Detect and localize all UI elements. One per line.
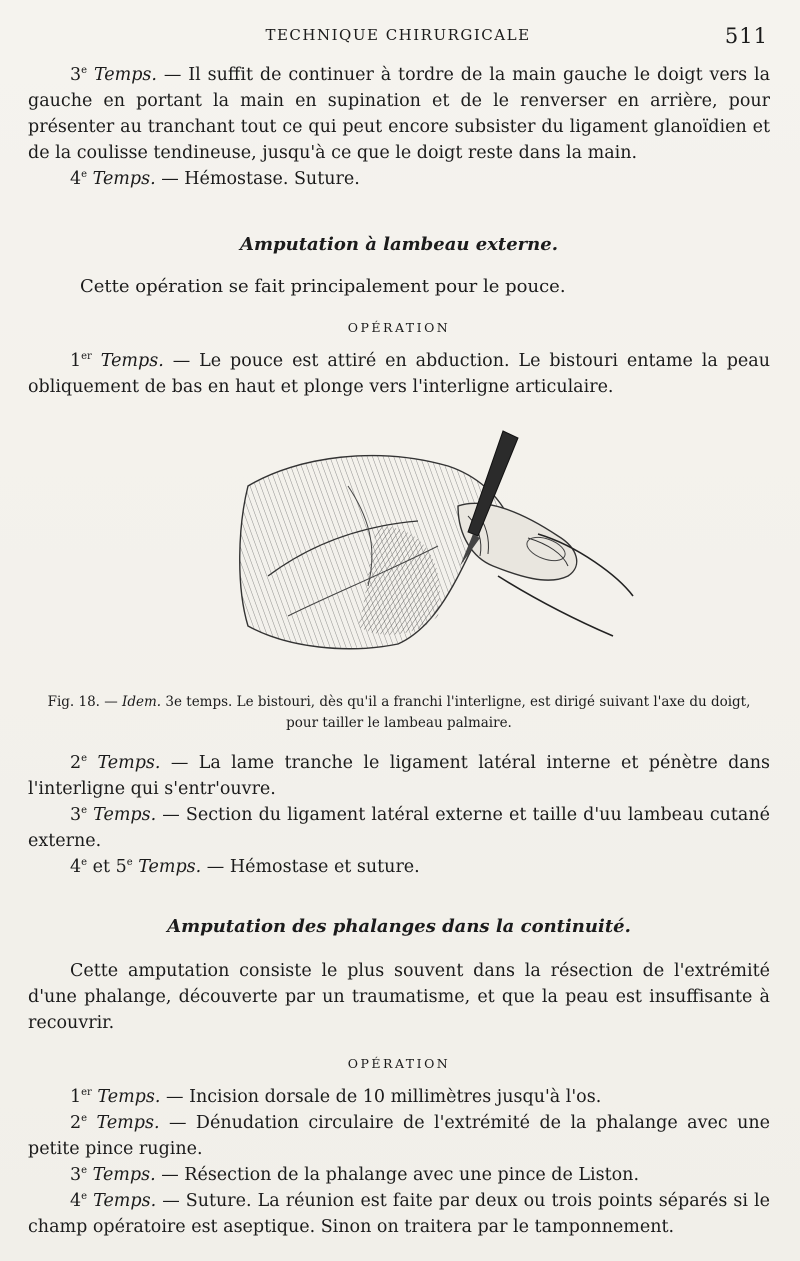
step-label: Temps.: [132, 857, 202, 877]
step-1-paragraph: [28, 1084, 770, 1110]
step-ordinal-suffix: e: [81, 1165, 88, 1176]
step-text: — Résection de la phalange avec une pince de Liston.: [155, 1165, 640, 1185]
step-2-paragraph: [28, 1110, 770, 1162]
step-ordinal-suffix: e: [81, 1113, 88, 1124]
step-4-5-paragraph: [28, 854, 770, 880]
step-ordinal-suffix: e: [81, 805, 88, 816]
step-text: — Le pouce est attiré en abduction. Le bistouri entame la peau obliquement de bas en haut et plonge vers l'interligne articulaire.: [28, 351, 770, 397]
step-text: — Dénudation circulaire de l'extrémité de la phalange avec une petite pince rugine.: [28, 1113, 770, 1159]
step-ordinal: 2: [70, 1113, 82, 1133]
running-head: TECHNIQUE CHIRURGICALE: [265, 26, 531, 44]
step-ordinal: 4: [70, 857, 82, 877]
step-ordinal: 3: [70, 65, 82, 85]
figure-caption: [28, 692, 770, 734]
caption-idem: Idem.: [122, 694, 162, 710]
step-text: — Suture. La réunion est faite par deux ou trois points séparés si le champ opératoire est aseptique. Sinon on traitera par le tamponnement.: [28, 1191, 770, 1237]
caption-text: 3e temps. Le bistouri, dès qu'il a franchi l'interligne, est dirigé suivant l'axe du doigt, pour tailler le lambeau palmaire.: [161, 694, 751, 731]
figure-18: [28, 426, 770, 686]
step-label: Temps.: [93, 805, 157, 825]
step-text: — Section du ligament latéral externe et taille d'uu lambeau cutané externe.: [28, 805, 770, 851]
step-label: Temps.: [92, 1165, 156, 1185]
step-ordinal: 4: [70, 1191, 82, 1211]
section-intro: Cette opération se fait principalement pour le pouce.: [80, 276, 566, 297]
step-3-paragraph: [28, 802, 770, 854]
step-ordinal-suffix: e: [81, 169, 88, 180]
page-number: 511: [724, 24, 768, 48]
step-label: Temps.: [96, 1113, 160, 1133]
operation-subheading: OPÉRATION: [347, 1056, 451, 1071]
step-2-paragraph: [28, 750, 770, 802]
step-4-paragraph: [28, 166, 770, 192]
page-header: [28, 24, 768, 50]
step-ordinal-suffix: e: [81, 1191, 88, 1202]
operation-subheading: OPÉRATION: [347, 320, 451, 335]
step-4-paragraph: [28, 1188, 770, 1240]
section-title-lambeau-externe: Amputation à lambeau externe.: [240, 234, 558, 255]
step-ordinal: 1: [70, 351, 82, 371]
step-ordinal: 5: [115, 857, 127, 877]
step-label: Temps.: [92, 169, 156, 189]
step-text: — Incision dorsale de 10 millimètres jusqu'à l'os.: [160, 1087, 602, 1107]
step-ordinal: 4: [70, 169, 82, 189]
step-label: Temps.: [97, 1087, 161, 1107]
step-ordinal-suffix: e: [126, 857, 133, 868]
step-text: — Hémostase. Suture.: [155, 169, 360, 189]
step-1-paragraph: [28, 348, 770, 400]
step-text: — Il suffit de continuer à tordre de la main gauche le doigt vers la gauche en portant la main en supination et de le renverser en arrière, pour présenter au tranchant tout ce qui peut encore subsister du ligament glanoïdien et de la coulisse tendineuse, jusqu'à ce que le doigt reste dans la main.: [28, 65, 770, 163]
step-text: — La lame tranche le ligament latéral interne et pénètre dans l'interligne qui s'entr'ouvre.: [28, 753, 770, 799]
step-ordinal-suffix: e: [81, 753, 88, 764]
step-label: Temps.: [97, 753, 161, 773]
step-conjunction: et: [87, 857, 116, 877]
step-3-paragraph: [28, 62, 770, 166]
step-ordinal-suffix: er: [81, 1087, 92, 1098]
section-intro: Cette amputation consiste le plus souvent dans la résection de l'extrémité d'une phalange, découverte par un traumatisme, et que la peau est insuffisante à recouvrir.: [28, 961, 770, 1033]
thumb-amputation-illustration: [228, 426, 648, 656]
step-ordinal: 2: [70, 753, 82, 773]
step-3-paragraph: [28, 1162, 770, 1188]
step-ordinal-suffix: e: [81, 65, 88, 76]
page-body: [28, 62, 770, 1240]
step-ordinal: 3: [70, 1165, 82, 1185]
step-ordinal-suffix: e: [81, 857, 88, 868]
step-ordinal: 1: [70, 1087, 82, 1107]
step-label: Temps.: [93, 65, 157, 85]
caption-prefix: Fig. 18. —: [47, 694, 123, 710]
section-title-phalanges: Amputation des phalanges dans la continuité.: [167, 916, 631, 937]
step-ordinal: 3: [70, 805, 82, 825]
step-label: Temps.: [93, 1191, 157, 1211]
step-label: Temps.: [100, 351, 164, 371]
step-text: — Hémostase et suture.: [201, 857, 420, 877]
step-ordinal-suffix: er: [81, 351, 92, 362]
